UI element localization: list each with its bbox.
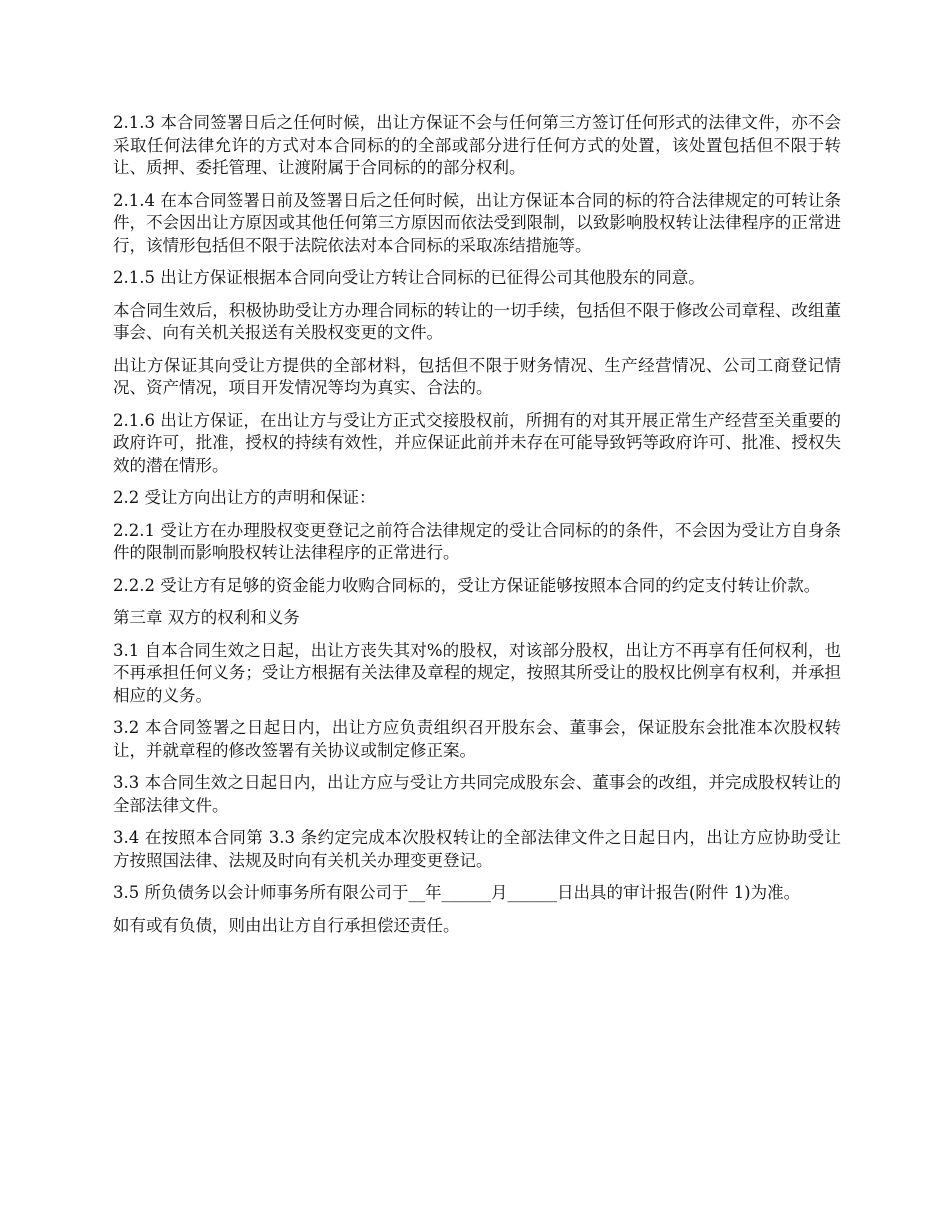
- paragraph-materials-guarantee: 出让方保证其向受让方提供的全部材料，包括但不限于财务情况、生产经营情况、公司工商登记情况、资产情况，项目开发情况等均为真实、合法的。: [113, 355, 841, 397]
- clause-3-4: 3.4 在按照本合同第 3.3 条约定完成本次股权转让的全部法律文件之日起日内，出让方应协助受让方按照国法律、法规及时向有关机关办理变更登记。: [113, 828, 841, 870]
- clause-3-3: 3.3 本合同生效之日起日内，出让方应与受让方共同完成股东会、董事会的改组，并完成股权转让的全部法律文件。: [113, 773, 841, 815]
- clause-2-1-6: 2.1.6 出让方保证，在出让方与受让方正式交接股权前，所拥有的对其开展正常生产经营至关重要的政府许可，批准，授权的持续有效性，并应保证此前并未存在可能导致钙等政府许可、批准、授权失效的潜在情形。: [113, 410, 841, 475]
- clause-2-2-1: 2.2.1 受让方在办理股权变更登记之前符合法律规定的受让合同标的的条件，不会因为受让方自身条件的限制而影响股权转让法律程序的正常进行。: [113, 520, 841, 562]
- clause-3-1: 3.1 自本合同生效之日起，出让方丧失其对%的股权，对该部分股权，出让方不再享有任何权利，也不再承担任何义务；受让方根据有关法律及章程的规定，按照其所受让的股权比例享有权利，并承担相应的义务。: [113, 640, 841, 705]
- clause-3-2: 3.2 本合同签署之日起日内，出让方应负责组织召开股东会、董事会，保证股东会批准本次股权转让，并就章程的修改签署有关协议或制定修正案。: [113, 718, 841, 760]
- clause-2-1-4: 2.1.4 在本合同签署日前及签署日后之任何时候，出让方保证本合同的标的符合法律规定的可转让条件，不会因出让方原因或其他任何第三方原因而依法受到限制，以致影响股权转让法律程序的正常进行，该情形包括但不限于法院依法对本合同标的采取冻结措施等。: [113, 190, 841, 255]
- paragraph-assist-transfer: 本合同生效后，积极协助受让方办理合同标的转让的一切手续，包括但不限于修改公司章程、改组董事会、向有关机关报送有关股权变更的文件。: [113, 300, 841, 342]
- clause-3-5: 3.5 所负债务以会计师事务所有限公司于__年______月______日出具的审计报告(附件 1)为准。: [113, 883, 801, 902]
- document-body: [113, 112, 841, 947]
- chapter-3-heading: 第三章 双方的权利和义务: [113, 608, 300, 627]
- clause-2-2-heading: 2.2 受让方向出让方的声明和保证：: [113, 488, 376, 507]
- clause-2-1-5: 2.1.5 出让方保证根据本合同向受让方转让合同标的已征得公司其他股东的同意。: [113, 268, 705, 287]
- paragraph-contingent-liabilities: 如有或有负债，则由出让方自行承担偿还责任。: [113, 915, 460, 935]
- clause-2-2-2: 2.2.2 受让方有足够的资金能力收购合同标的，受让方保证能够按照本合同的约定支付转让价款。: [113, 575, 821, 595]
- clause-2-1-3: 2.1.3 本合同签署日后之任何时候，出让方保证不会与任何第三方签订任何形式的法律文件，亦不会采取任何法律允许的方式对本合同标的的全部或部分进行任何方式的处置，该处置包括但不限于转让、质押、委托管理、让渡附属于合同标的的部分权利。: [113, 113, 841, 177]
